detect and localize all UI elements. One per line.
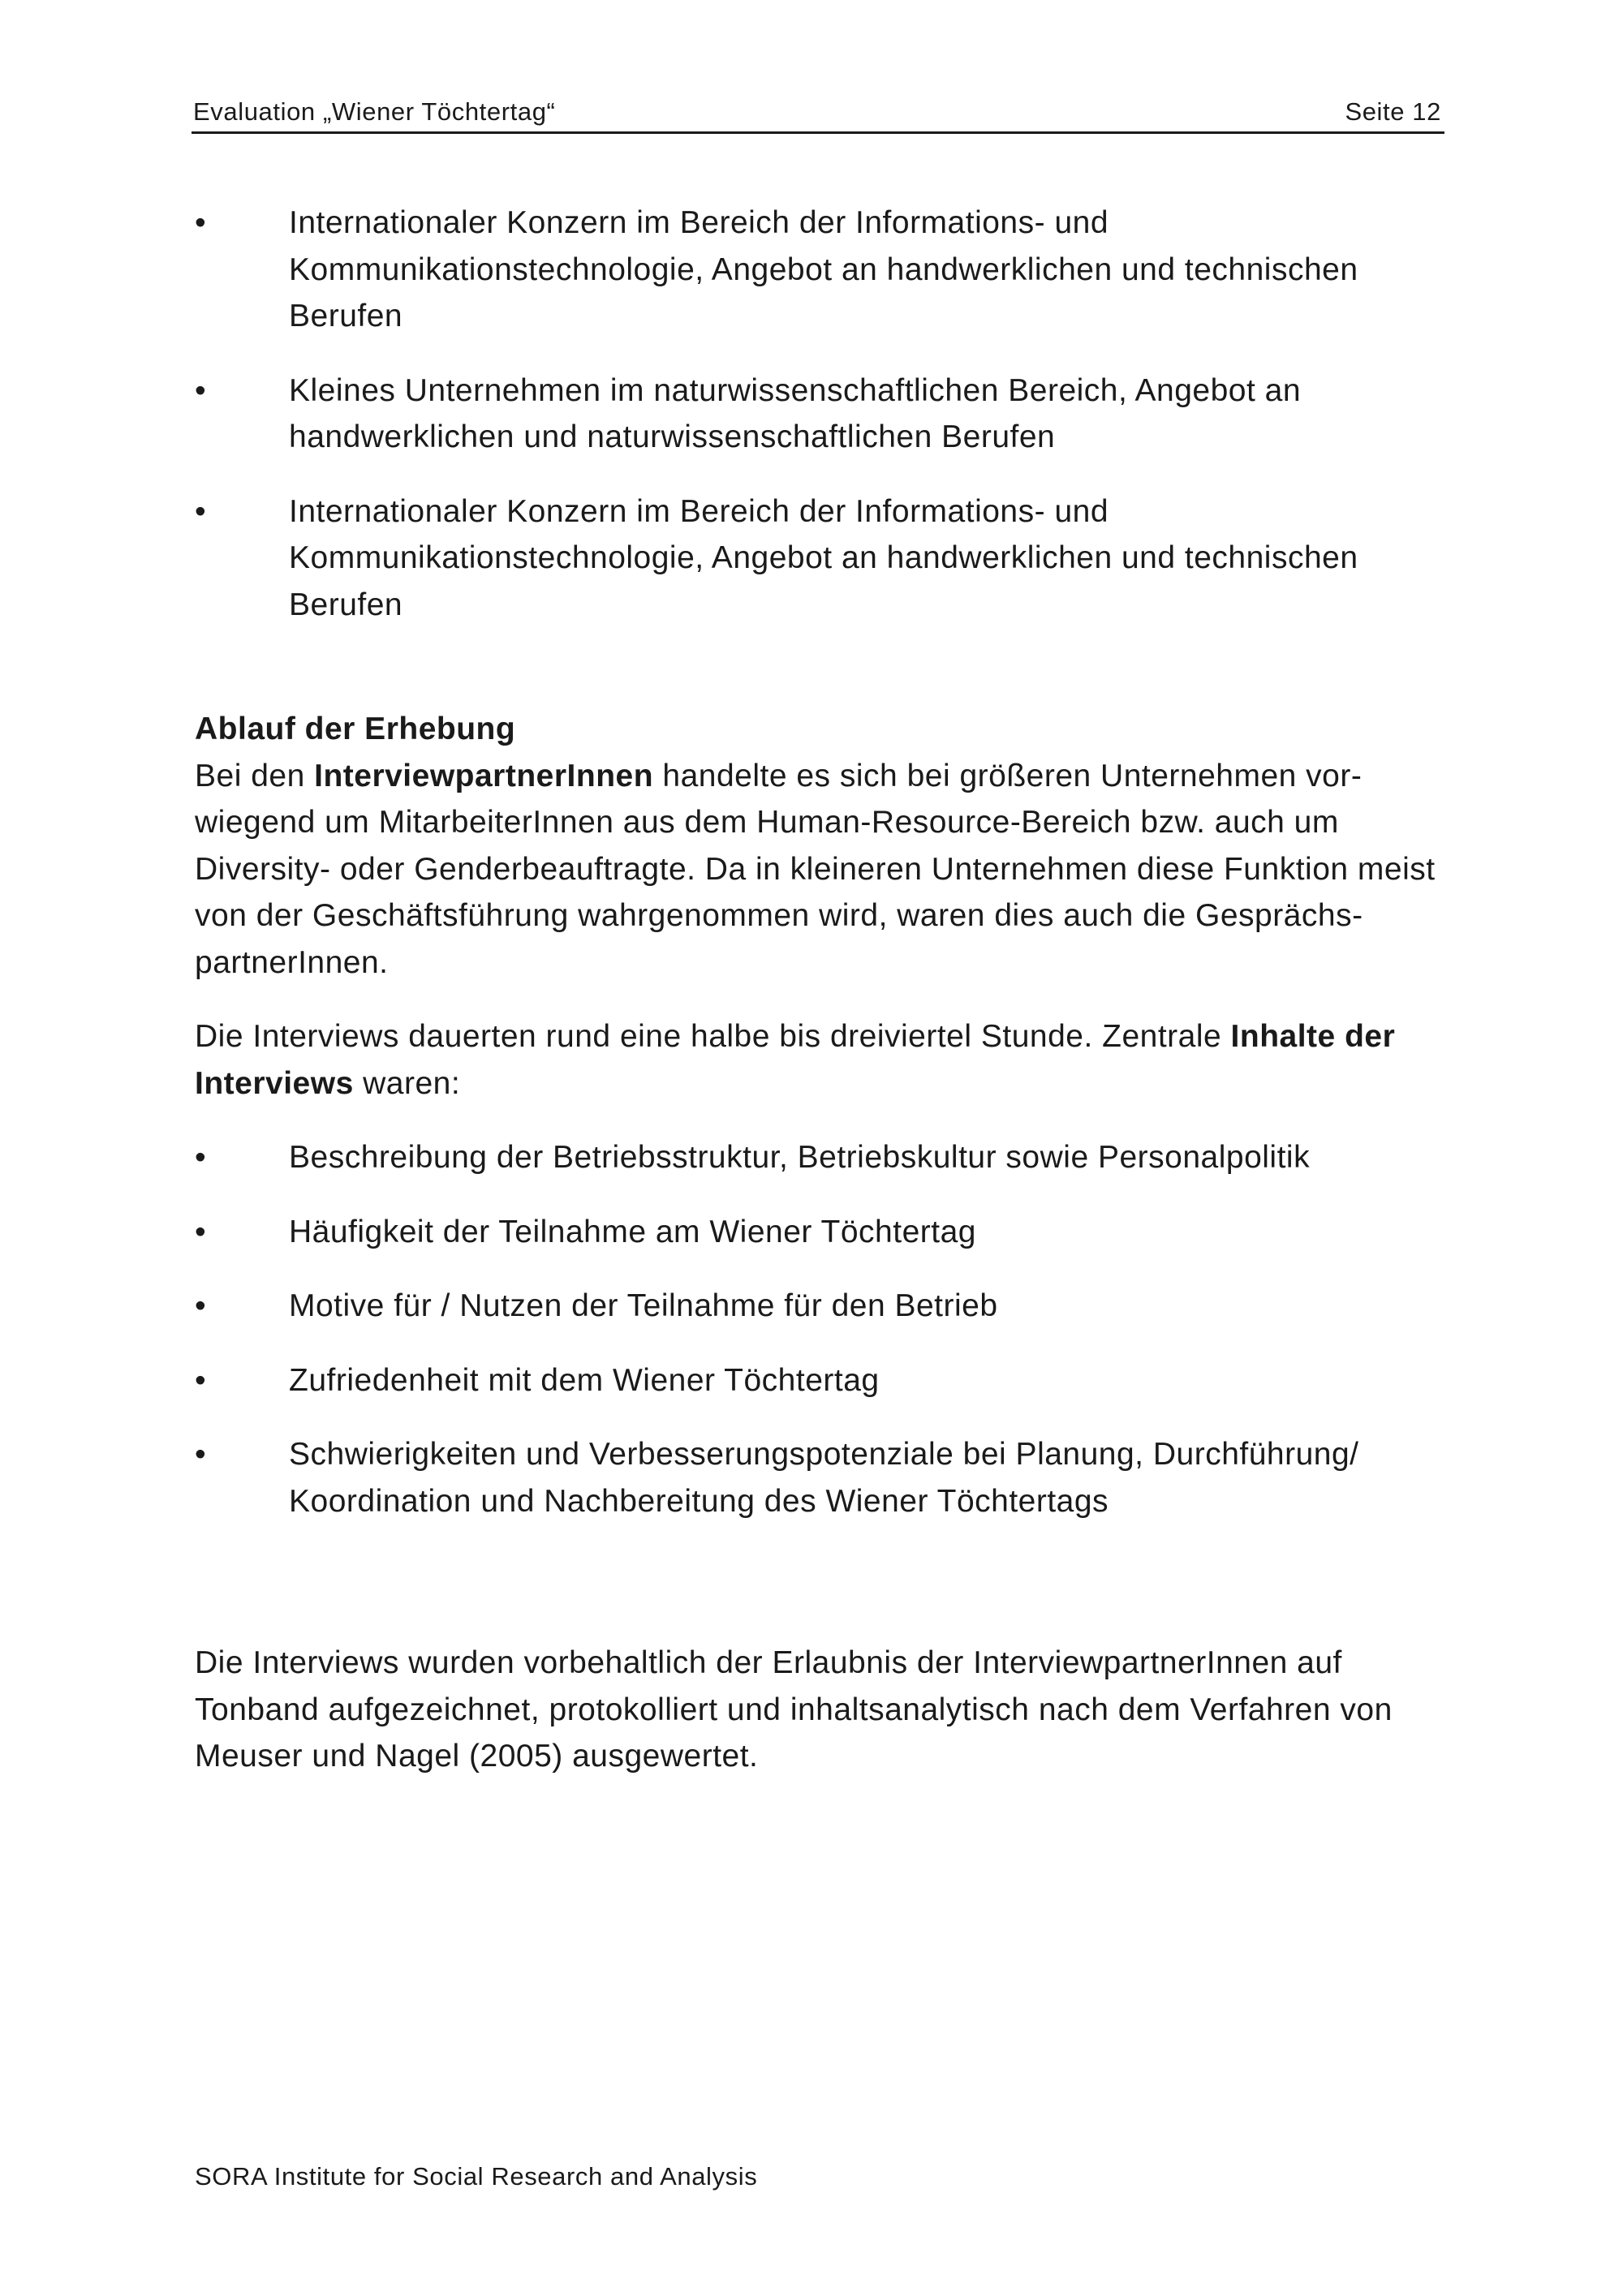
paragraph-interview-duration: Die Interviews dauerten rund eine halbe bis dreiviertel Stunde. Zentrale Inhalte der Interviews waren:: [195, 1019, 1396, 1101]
paragraph-interviewpartner: Bei den InterviewpartnerInnen handelte es sich bei größeren Unternehmen vor- wiegend um MitarbeiterInnen aus dem Human-Resource-Bereich bzw. auch um Diversity- oder Genderbeauftragte. Da in kleineren Unternehmen diese Funktion meist von der Geschäftsführung wahrgenommen wird, waren dies auch die Gesprächs- partnerInnen.: [195, 758, 1436, 980]
paragraph-closing: Die Interviews wurden vorbehaltlich der Erlaubnis der InterviewpartnerInnen auf Tonband aufgezeichnet, protokolliert und inhaltsanalytisch nach dem Verfahren von Meuser und Nagel (2005) ausgewertet.: [195, 1645, 1393, 1774]
bullet-icon: •: [195, 1140, 207, 1175]
list-item: • Internationaler Konzern im Bereich der Informations- und Kommunikationstechnologie, Angebot an handwerklichen und technischen Berufen: [195, 200, 1444, 340]
list-item: • Kleines Unternehmen im naturwissenschaftlichen Bereich, Angebot an handwerklichen und naturwissenschaftlichen Berufen: [195, 368, 1444, 461]
bullet-icon: •: [195, 372, 207, 408]
bullet-icon: •: [195, 493, 207, 529]
page-footer: SORA Institute for Social Research and Analysis: [195, 2162, 758, 2191]
bullet-icon: •: [195, 1362, 207, 1398]
section-heading: Ablauf der Erhebung: [195, 712, 516, 746]
list-item: • Beschreibung der Betriebsstruktur, Betriebskultur sowie Personalpolitik: [195, 1134, 1444, 1181]
page-number: Seite 12: [1345, 97, 1441, 126]
page-content: [195, 200, 1444, 1808]
company-list: [195, 200, 1444, 628]
bullet-icon: •: [195, 205, 207, 240]
document-title: Evaluation „Wiener Töchtertag“: [193, 97, 556, 126]
list-item: • Internationaler Konzern im Bereich der Informations- und Kommunikationstechnologie, Angebot an handwerklichen und technischen Berufen: [195, 488, 1444, 629]
bullet-icon: •: [195, 1214, 207, 1249]
list-item: • Schwierigkeiten und Verbesserungspotenziale bei Planung, Durchführung/ Koordination und Nachbereitung des Wiener Töchtertags: [195, 1431, 1444, 1524]
page-header: [192, 94, 1444, 134]
bullet-icon: •: [195, 1437, 207, 1472]
bullet-icon: •: [195, 1288, 207, 1323]
list-item: • Motive für / Nutzen der Teilnahme für den Betrieb: [195, 1283, 1444, 1330]
interview-content-list: [195, 1134, 1444, 1524]
list-item: • Zufriedenheit mit dem Wiener Töchtertag: [195, 1357, 1444, 1404]
list-item: • Häufigkeit der Teilnahme am Wiener Töchtertag: [195, 1209, 1444, 1256]
